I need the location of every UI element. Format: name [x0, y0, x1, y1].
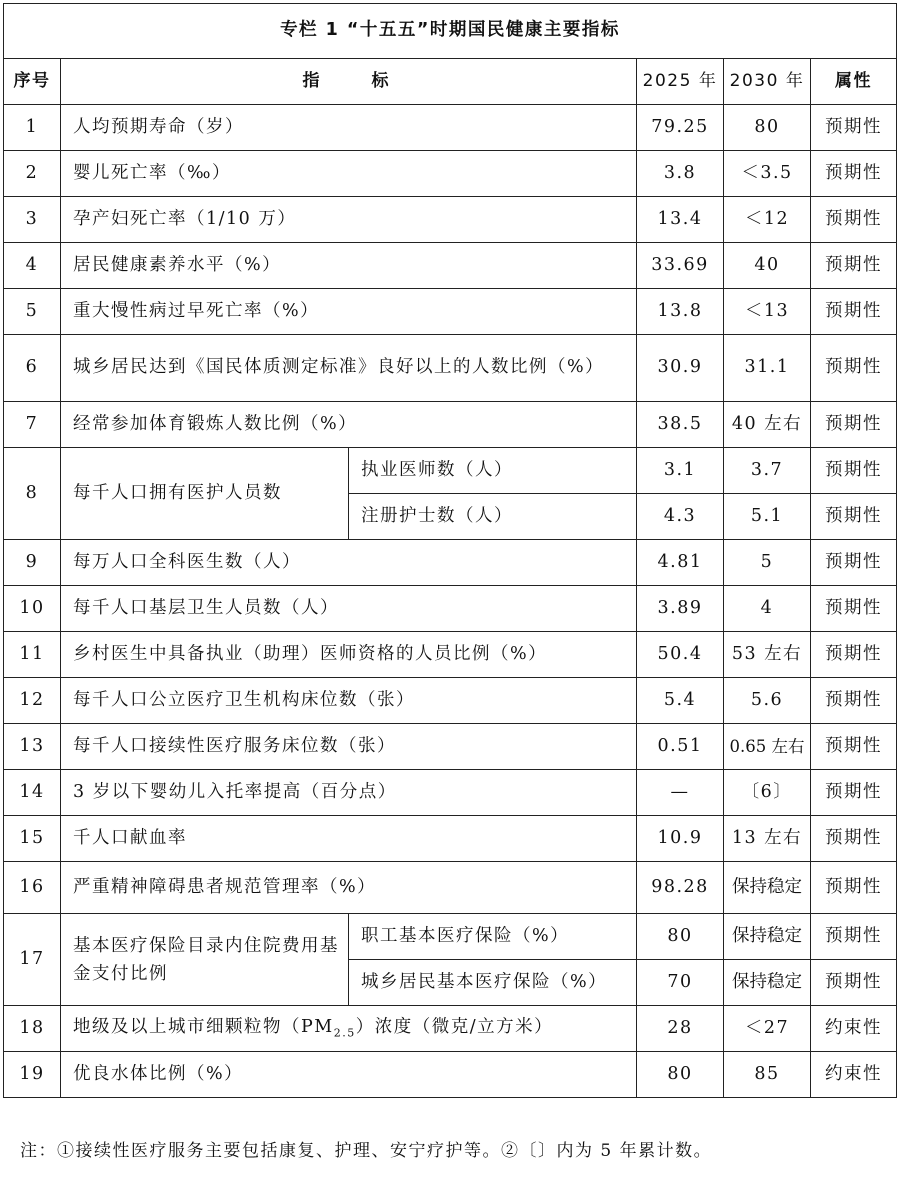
row-number: 17	[4, 914, 61, 1006]
attribute: 预期性	[811, 197, 897, 243]
value-2030: 保持稳定	[724, 960, 811, 1006]
attribute: 预期性	[811, 678, 897, 724]
attribute: 预期性	[811, 862, 897, 914]
indicator-group-name: 每千人口拥有医护人员数	[61, 448, 349, 540]
sub-indicator-name: 城乡居民基本医疗保险（%）	[349, 960, 637, 1006]
table-row	[4, 770, 897, 816]
value-2030: 31.1	[724, 335, 811, 402]
row-number: 8	[4, 448, 61, 540]
attribute: 预期性	[811, 335, 897, 402]
value-2030: ＜27	[724, 1006, 811, 1052]
value-2025: 3.8	[637, 151, 724, 197]
attribute: 预期性	[811, 105, 897, 151]
table-row	[4, 862, 897, 914]
row-number: 9	[4, 540, 61, 586]
indicator-name: 经常参加体育锻炼人数比例（%）	[61, 402, 637, 448]
table-row	[4, 289, 897, 335]
value-2030: 3.7	[724, 448, 811, 494]
table-row	[4, 197, 897, 243]
indicator-name: 乡村医生中具备执业（助理）医师资格的人员比例（%）	[61, 632, 637, 678]
value-2030: 保持稳定	[724, 862, 811, 914]
table-row	[4, 724, 897, 770]
sub-indicator-name: 职工基本医疗保险（%）	[349, 914, 637, 960]
health-indicators-table	[3, 3, 897, 1098]
header-2025: 2025 年	[637, 59, 724, 105]
attribute: 预期性	[811, 770, 897, 816]
row-number: 12	[4, 678, 61, 724]
indicator-name: 重大慢性病过早死亡率（%）	[61, 289, 637, 335]
table-row	[4, 678, 897, 724]
indicator-name-suffix: ）浓度（微克/立方米）	[355, 1017, 554, 1038]
value-2025: 3.89	[637, 586, 724, 632]
indicator-name: 严重精神障碍患者规范管理率（%）	[61, 862, 637, 914]
indicator-name: 每千人口公立医疗卫生机构床位数（张）	[61, 678, 637, 724]
value-2025: 5.4	[637, 678, 724, 724]
indicator-name: 3 岁以下婴幼儿入托率提高（百分点）	[61, 770, 637, 816]
value-2025: 80	[637, 914, 724, 960]
pm-subscript: 2.5	[333, 1026, 356, 1040]
value-2025: 3.1	[637, 448, 724, 494]
indicator-name: 每千人口基层卫生人员数（人）	[61, 586, 637, 632]
table-row	[4, 816, 897, 862]
attribute: 预期性	[811, 289, 897, 335]
attribute: 预期性	[811, 243, 897, 289]
row-number: 15	[4, 816, 61, 862]
header-attribute: 属性	[811, 59, 897, 105]
attribute: 预期性	[811, 632, 897, 678]
attribute: 约束性	[811, 1006, 897, 1052]
attribute: 预期性	[811, 816, 897, 862]
table-row	[4, 243, 897, 289]
value-2030: 5	[724, 540, 811, 586]
value-2025: 13.4	[637, 197, 724, 243]
indicator-name-prefix: 地级及以上城市细颗粒物（PM	[73, 1017, 334, 1038]
indicator-name: 人均预期寿命（岁）	[61, 105, 637, 151]
indicator-name: 千人口献血率	[61, 816, 637, 862]
row-number: 7	[4, 402, 61, 448]
value-2025: 80	[637, 1052, 724, 1098]
table-row	[4, 448, 897, 494]
table-title: 专栏 1 “十五五”时期国民健康主要指标	[4, 4, 897, 59]
row-number: 19	[4, 1052, 61, 1098]
table-row	[4, 914, 897, 960]
value-2030: 85	[724, 1052, 811, 1098]
indicator-name: 城乡居民达到《国民体质测定标准》良好以上的人数比例（%）	[61, 335, 637, 402]
indicator-name: 每万人口全科医生数（人）	[61, 540, 637, 586]
attribute: 预期性	[811, 494, 897, 540]
value-2030: 5.6	[724, 678, 811, 724]
header-2030: 2030 年	[724, 59, 811, 105]
table-row	[4, 402, 897, 448]
value-2030: ＜12	[724, 197, 811, 243]
indicator-name	[61, 1006, 637, 1052]
footnote: 注：①接续性医疗服务主要包括康复、护理、安宁疗护等。②〔〕内为 5 年累计数。	[20, 1141, 713, 1161]
value-2030: 40 左右	[724, 402, 811, 448]
row-number: 2	[4, 151, 61, 197]
row-number: 16	[4, 862, 61, 914]
table-row	[4, 632, 897, 678]
table-row	[4, 151, 897, 197]
header-no: 序号	[4, 59, 61, 105]
row-number: 5	[4, 289, 61, 335]
attribute: 预期性	[811, 540, 897, 586]
attribute: 预期性	[811, 724, 897, 770]
value-2030: 53 左右	[724, 632, 811, 678]
value-2025: 0.51	[637, 724, 724, 770]
row-number: 3	[4, 197, 61, 243]
value-2025: 30.9	[637, 335, 724, 402]
value-2025: 4.81	[637, 540, 724, 586]
attribute: 预期性	[811, 448, 897, 494]
value-2030: 40	[724, 243, 811, 289]
indicator-name: 婴儿死亡率（‰）	[61, 151, 637, 197]
value-2025: —	[637, 770, 724, 816]
attribute: 预期性	[811, 151, 897, 197]
table-row	[4, 105, 897, 151]
value-2030: 4	[724, 586, 811, 632]
table-row	[4, 1006, 897, 1052]
value-2025: 4.3	[637, 494, 724, 540]
value-2025: 28	[637, 1006, 724, 1052]
indicator-name: 孕产妇死亡率（1/10 万）	[61, 197, 637, 243]
attribute: 预期性	[811, 402, 897, 448]
indicator-name: 每千人口接续性医疗服务床位数（张）	[61, 724, 637, 770]
value-2025: 33.69	[637, 243, 724, 289]
indicator-name: 优良水体比例（%）	[61, 1052, 637, 1098]
value-2025: 98.28	[637, 862, 724, 914]
table-row	[4, 586, 897, 632]
attribute: 约束性	[811, 1052, 897, 1098]
value-2025: 79.25	[637, 105, 724, 151]
value-2030: 〔6〕	[724, 770, 811, 816]
value-2030: 0.65 左右	[724, 724, 811, 770]
value-2025: 10.9	[637, 816, 724, 862]
attribute: 预期性	[811, 914, 897, 960]
row-number: 18	[4, 1006, 61, 1052]
row-number: 1	[4, 105, 61, 151]
value-2030: 13 左右	[724, 816, 811, 862]
value-2030: ＜13	[724, 289, 811, 335]
value-2030: 80	[724, 105, 811, 151]
table-row	[4, 1052, 897, 1098]
sub-indicator-name: 注册护士数（人）	[349, 494, 637, 540]
value-2025: 38.5	[637, 402, 724, 448]
indicator-group-name: 基本医疗保险目录内住院费用基金支付比例	[61, 914, 349, 1006]
row-number: 13	[4, 724, 61, 770]
table-row	[4, 540, 897, 586]
table-row	[4, 335, 897, 402]
value-2030: ＜3.5	[724, 151, 811, 197]
value-2025: 50.4	[637, 632, 724, 678]
header-indicator: 指 标	[61, 59, 637, 105]
indicator-name: 居民健康素养水平（%）	[61, 243, 637, 289]
sub-indicator-name: 执业医师数（人）	[349, 448, 637, 494]
value-2025: 13.8	[637, 289, 724, 335]
value-2025: 70	[637, 960, 724, 1006]
attribute: 预期性	[811, 960, 897, 1006]
row-number: 6	[4, 335, 61, 402]
value-2030: 5.1	[724, 494, 811, 540]
attribute: 预期性	[811, 586, 897, 632]
row-number: 4	[4, 243, 61, 289]
row-number: 11	[4, 632, 61, 678]
row-number: 10	[4, 586, 61, 632]
row-number: 14	[4, 770, 61, 816]
value-2030: 保持稳定	[724, 914, 811, 960]
